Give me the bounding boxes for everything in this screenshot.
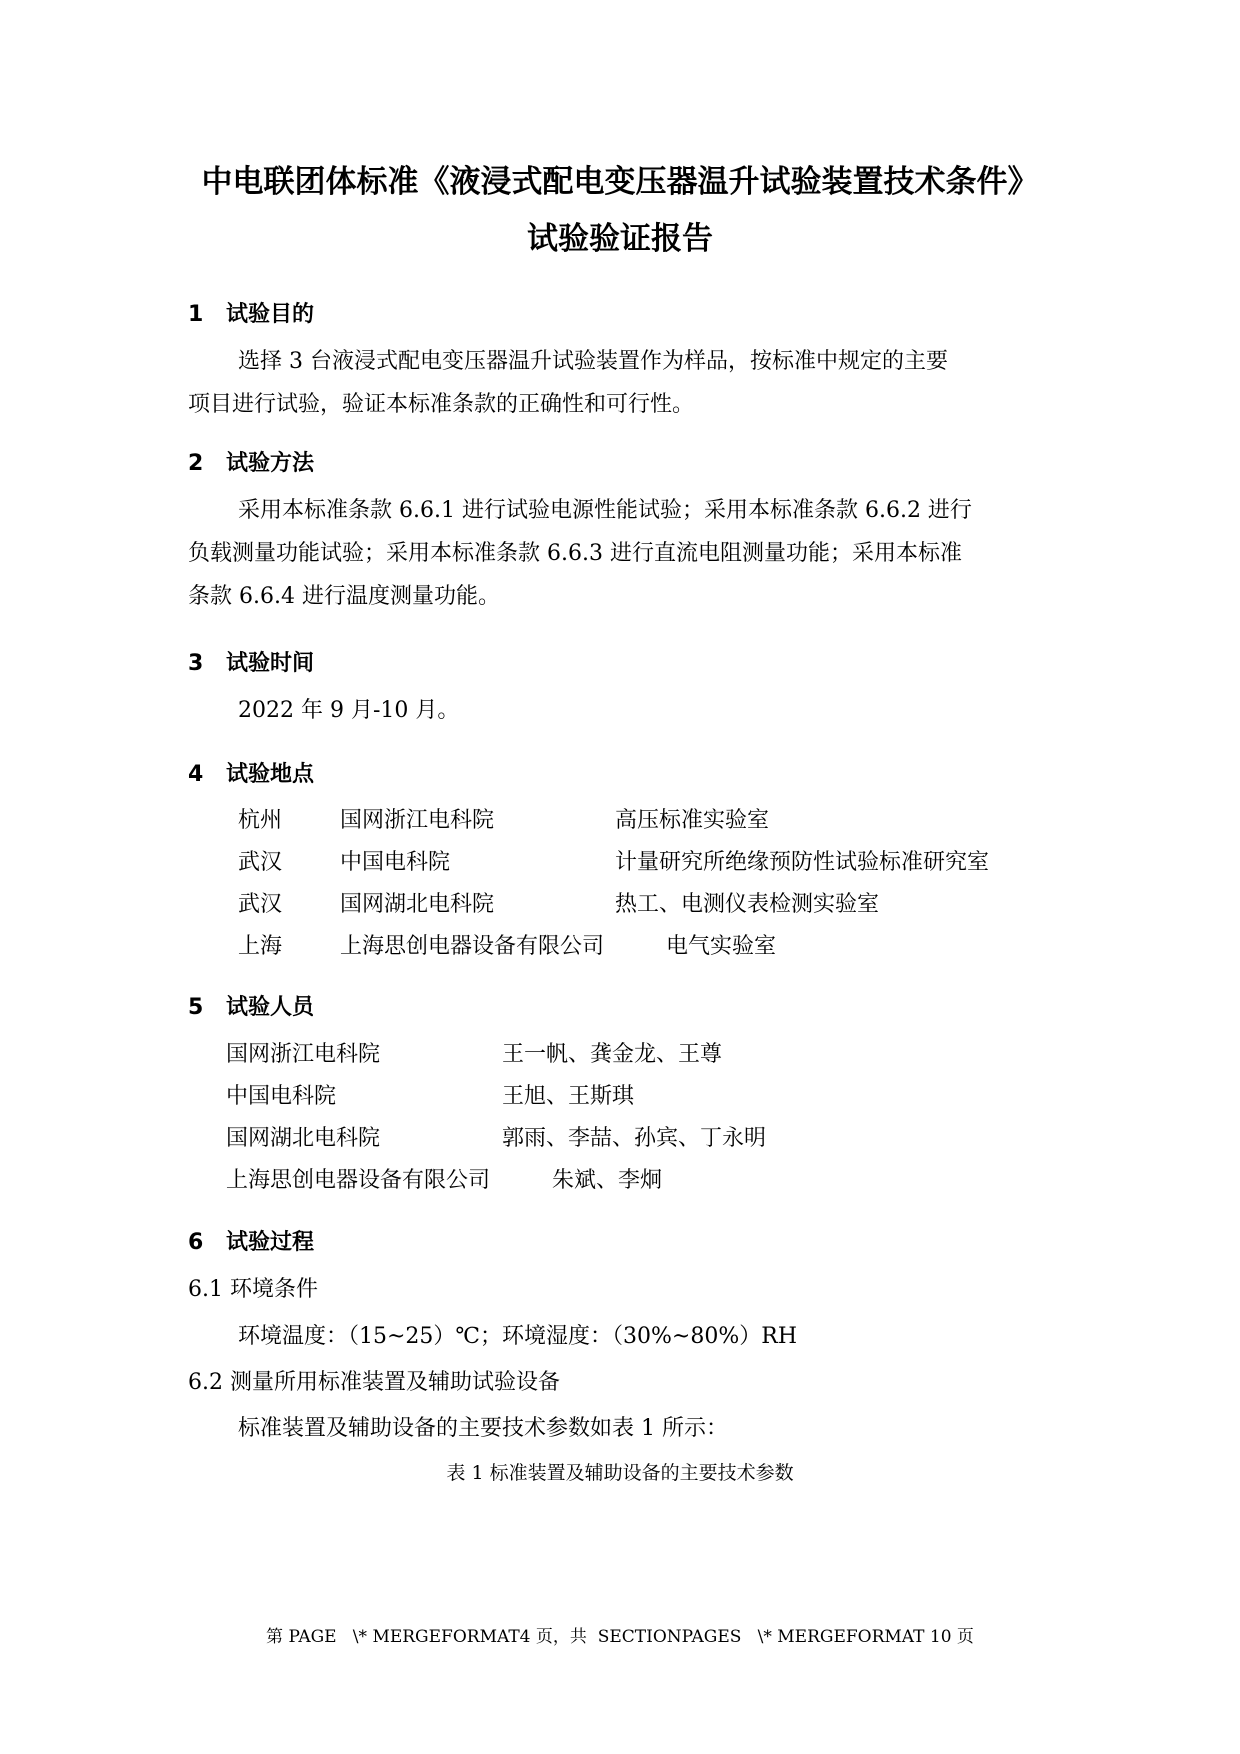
location-org: 国网湖北电科院 xyxy=(340,892,495,917)
document-title-line1: 中电联团体标准《液浸式配电变压器温升试验装置技术条件》 xyxy=(201,164,1039,200)
section-3-paragraph-line: 2022 年 9 月-10 月。 xyxy=(238,698,460,723)
section-title: 试验时间 xyxy=(226,651,315,676)
section-number: 5 xyxy=(188,995,204,1020)
section-title: 试验人员 xyxy=(226,995,315,1020)
personnel-names: 王旭、王斯琪 xyxy=(502,1084,635,1109)
section-4-heading xyxy=(188,760,314,790)
subsection-heading: 6.1 环境条件 xyxy=(188,1277,318,1302)
location-org: 中国电科院 xyxy=(340,850,451,875)
section-2-heading xyxy=(188,449,314,479)
section-title: 试验地点 xyxy=(226,762,315,787)
location-lab: 电气实验室 xyxy=(666,934,777,959)
personnel-row xyxy=(0,1040,1240,1070)
personnel-row xyxy=(0,1166,1240,1196)
section-2-paragraph-line: 采用本标准条款 6.6.1 进行试验电源性能试验；采用本标准条款 6.6.2 进行 xyxy=(238,498,972,523)
page-footer: 第 PAGE \* MERGEFORMAT4 页，共 SECTIONPAGES \* MERGEFORMAT 10 页 xyxy=(266,1627,974,1647)
location-org: 上海思创电器设备有限公司 xyxy=(340,934,605,959)
personnel-row xyxy=(0,1082,1240,1112)
subsection-paragraph: 标准装置及辅助设备的主要技术参数如表 1 所示： xyxy=(238,1416,728,1441)
personnel-org: 上海思创电器设备有限公司 xyxy=(226,1168,491,1193)
location-city: 武汉 xyxy=(238,850,283,875)
personnel-names: 王一帆、龚金龙、王尊 xyxy=(502,1042,723,1067)
location-lab: 高压标准实验室 xyxy=(615,808,770,833)
location-row xyxy=(0,806,1240,836)
location-row xyxy=(0,848,1240,878)
table-caption: 表 1 标准装置及辅助设备的主要技术参数 xyxy=(446,1462,794,1484)
section-number: 1 xyxy=(188,302,204,327)
section-title: 试验方法 xyxy=(226,451,315,476)
section-number: 2 xyxy=(188,451,204,476)
section-1-paragraph-line: 项目进行试验，验证本标准条款的正确性和可行性。 xyxy=(188,392,695,417)
location-org: 国网浙江电科院 xyxy=(340,808,495,833)
section-title: 试验过程 xyxy=(226,1230,315,1255)
location-lab: 计量研究所绝缘预防性试验标准研究室 xyxy=(615,850,990,875)
section-5-heading xyxy=(188,993,314,1023)
section-1-heading xyxy=(188,300,314,330)
personnel-names: 朱斌、李炯 xyxy=(552,1168,663,1193)
document-title-line2: 试验验证报告 xyxy=(527,221,713,257)
section-6-heading xyxy=(188,1228,314,1258)
section-2-paragraph-line: 负载测量功能试验；采用本标准条款 6.6.3 进行直流电阻测量功能；采用本标准 xyxy=(188,541,962,566)
location-city: 杭州 xyxy=(238,808,283,833)
location-city: 武汉 xyxy=(238,892,283,917)
section-title: 试验目的 xyxy=(226,302,315,327)
personnel-names: 郭雨、李喆、孙宾、丁永明 xyxy=(502,1126,767,1151)
personnel-org: 国网湖北电科院 xyxy=(226,1126,381,1151)
subsection-heading: 6.2 测量所用标准装置及辅助试验设备 xyxy=(188,1370,560,1395)
section-3-heading xyxy=(188,649,314,679)
location-row xyxy=(0,932,1240,962)
section-number: 4 xyxy=(188,762,204,787)
location-row xyxy=(0,890,1240,920)
personnel-org: 国网浙江电科院 xyxy=(226,1042,381,1067)
location-lab: 热工、电测仪表检测实验室 xyxy=(615,892,880,917)
personnel-row xyxy=(0,1124,1240,1154)
section-number: 6 xyxy=(188,1230,204,1255)
section-number: 3 xyxy=(188,651,204,676)
location-city: 上海 xyxy=(238,934,283,959)
section-1-paragraph-line: 选择 3 台液浸式配电变压器温升试验装置作为样品，按标准中规定的主要 xyxy=(238,349,948,374)
section-2-paragraph-line: 条款 6.6.4 进行温度测量功能。 xyxy=(188,584,500,609)
personnel-org: 中国电科院 xyxy=(226,1084,337,1109)
subsection-paragraph: 环境温度：（15~25）℃；环境湿度：（30%~80%）RH xyxy=(238,1324,798,1349)
